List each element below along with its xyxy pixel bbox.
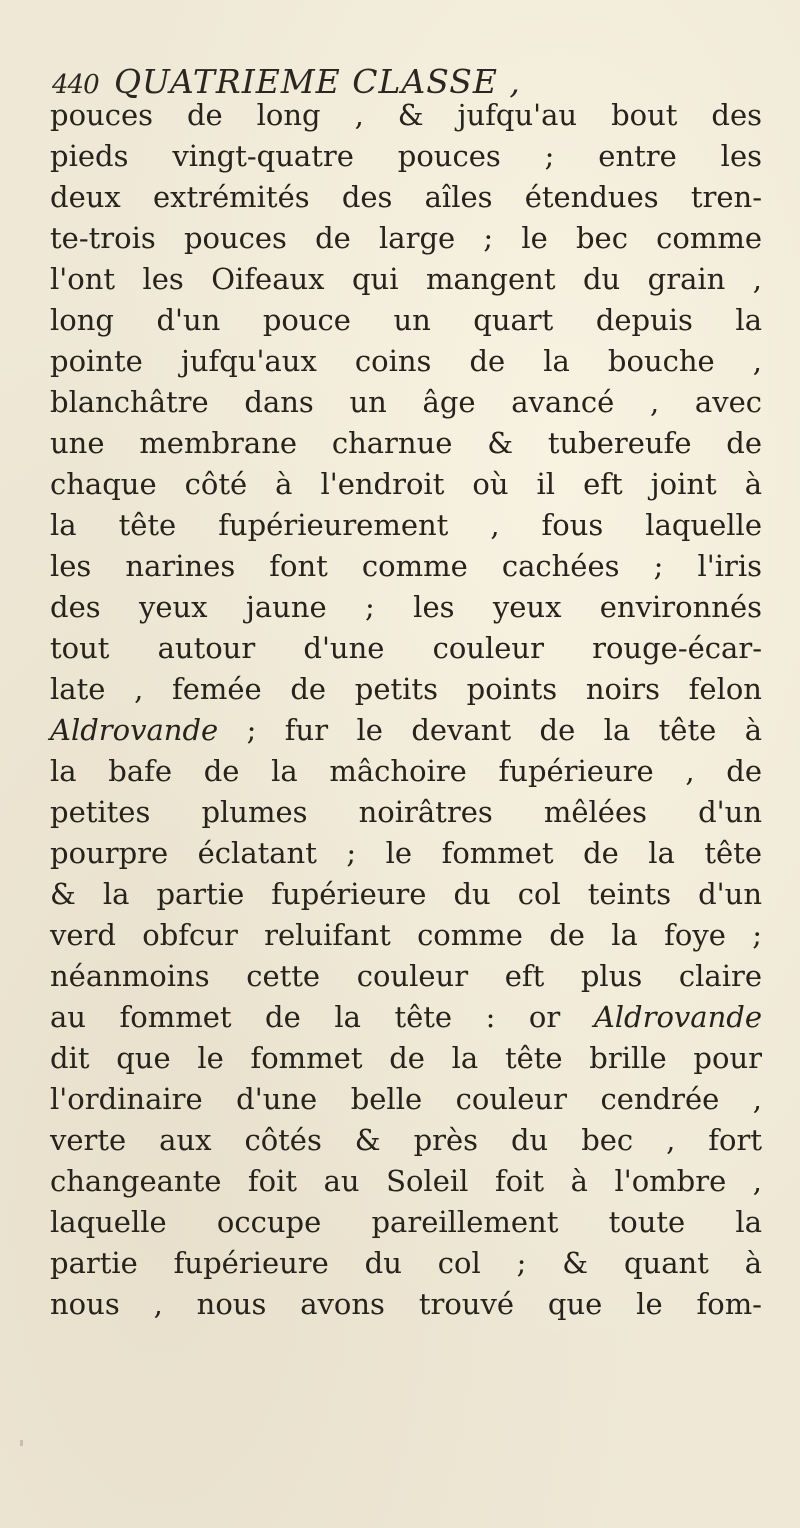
text-line: les narines font comme cachées ; l'iris — [50, 549, 762, 583]
text-line: des yeux jaune ; les yeux environnés — [50, 590, 762, 624]
text-line: late , femée de petits points noirs felon — [50, 672, 762, 706]
paper-speck — [20, 1440, 23, 1446]
author-name: Aldrovande — [50, 713, 219, 747]
text-line: la tête fupérieurement , fous laquelle — [50, 508, 762, 542]
text-line: deux extrémités des aîles étendues tren- — [50, 180, 762, 214]
text-line: te-trois pouces de large ; le bec comme — [50, 221, 762, 255]
text-line: une membrane charnue & tubereufe de — [50, 426, 762, 460]
text-line: pouces de long , & jufqu'au bout des — [50, 98, 762, 132]
text-line: l'ordinaire d'une belle couleur cendrée , — [50, 1082, 762, 1116]
text-line: la bafe de la mâchoire fupérieure , de — [50, 754, 762, 788]
text-line: partie fupérieure du col ; & quant à — [50, 1246, 762, 1280]
text-line: blanchâtre dans un âge avancé , avec — [50, 385, 762, 419]
text-line: tout autour d'une couleur rouge-écar- — [50, 631, 762, 665]
text-line: l'ont les Oifeaux qui mangent du grain , — [50, 262, 762, 296]
text-line: changeante foit au Soleil foit à l'ombre , — [50, 1164, 762, 1198]
text-line: pourpre éclatant ; le fommet de la tête — [50, 836, 762, 870]
text-line: long d'un pouce un quart depuis la — [50, 303, 762, 337]
author-name: Aldrovande — [593, 1000, 762, 1034]
text-line: dit que le fommet de la tête brille pour — [50, 1041, 762, 1075]
text-line: au fommet de la tête : or Aldrovande — [50, 1000, 762, 1034]
text-line: Aldrovande ; fur le devant de la tête à — [50, 713, 762, 747]
text-line: chaque côté à l'endroit où il eft joint à — [50, 467, 762, 501]
text-line: laquelle occupe pareillement toute la — [50, 1205, 762, 1239]
page-number: 440 — [52, 70, 99, 100]
text-line: verte aux côtés & près du bec , fort — [50, 1123, 762, 1157]
text-line: nous , nous avons trouvé que le fom- — [50, 1287, 762, 1321]
body-text — [50, 95, 762, 1325]
text-line: pointe jufqu'aux coins de la bouche , — [50, 344, 762, 378]
text-line: verd obfcur reluifant comme de la foye ; — [50, 918, 762, 952]
text-line: pieds vingt-quatre pouces ; entre les — [50, 139, 762, 173]
text-line: & la partie fupérieure du col teints d'un — [50, 877, 762, 911]
running-title: QUATRIEME CLASSE , — [114, 62, 521, 101]
text-line: petites plumes noirâtres mêlées d'un — [50, 795, 762, 829]
text-line: néanmoins cette couleur eft plus claire — [50, 959, 762, 993]
